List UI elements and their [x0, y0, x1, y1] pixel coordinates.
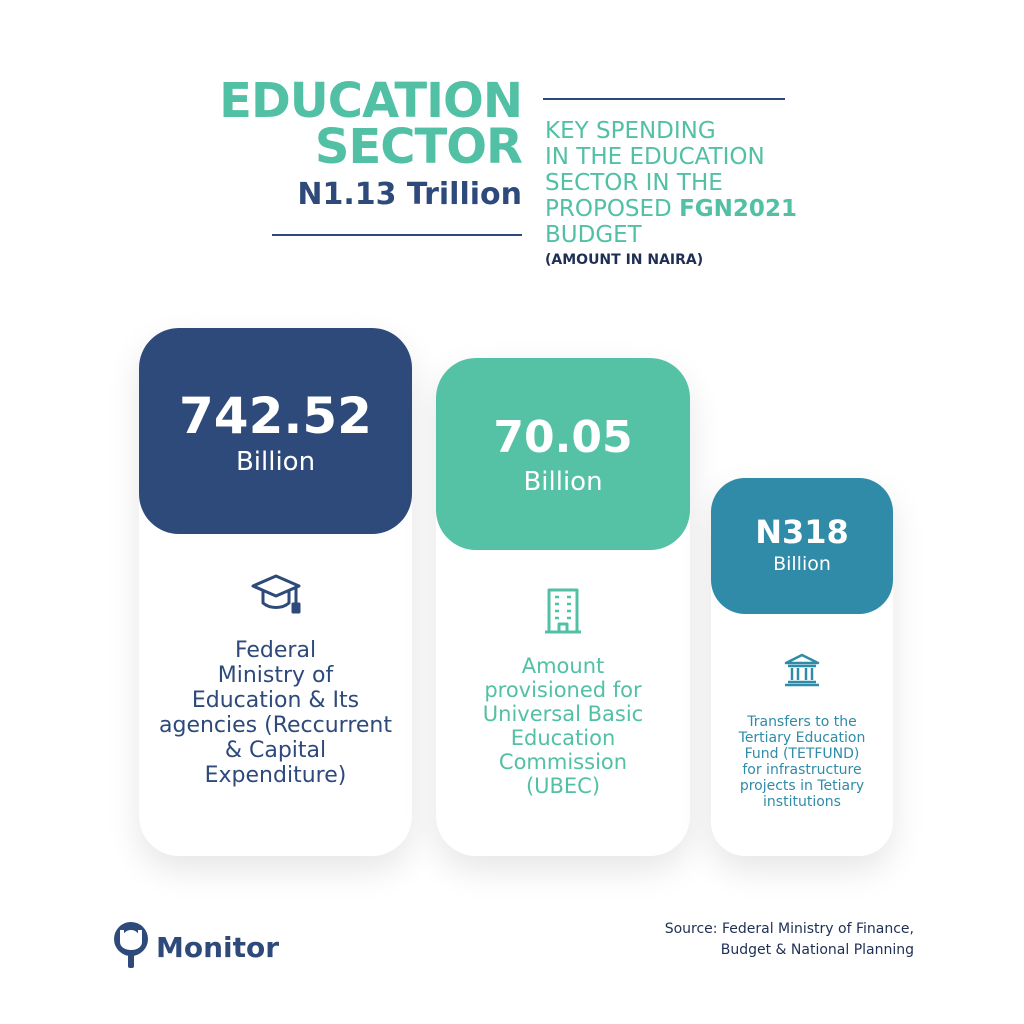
page-title-line-1: EDUCATION [219, 73, 522, 129]
card-description [436, 654, 690, 798]
card-description-line: Commission [498, 750, 628, 774]
subtitle-line-4 [545, 196, 845, 222]
institution-icon [782, 652, 822, 692]
subtitle-line-4-text: PROPOSED [545, 196, 680, 222]
divider-left [272, 234, 522, 236]
card-header [436, 358, 690, 550]
card-description [139, 638, 412, 788]
card-description [711, 714, 893, 810]
card-amount: 70.05 [493, 412, 633, 463]
card-tetfund [711, 478, 893, 856]
card-header [139, 328, 412, 534]
card-description-line: & Capital [224, 738, 327, 763]
logo-text: Monitor [156, 930, 280, 964]
source-note [574, 919, 914, 961]
card-description-line: Tertiary Education [738, 730, 866, 746]
subtitle-line-5: BUDGET [545, 222, 642, 248]
card-ubec [436, 358, 690, 856]
divider-right [543, 98, 785, 100]
monitor-logo [110, 920, 279, 974]
card-description-line: for infrastructure [742, 762, 862, 778]
card-description-line: (UBEC) [525, 774, 601, 798]
subtitle-line-3: SECTOR IN THE [545, 170, 723, 196]
card-description-line: Universal Basic [482, 702, 644, 726]
card-description-line: Fund (TETFUND) [744, 746, 860, 762]
source-line-2: Budget & National Planning [720, 942, 914, 958]
card-description-line: Education & Its [191, 688, 360, 713]
card-description-line: provisioned for [484, 678, 642, 702]
card-header [711, 478, 893, 614]
card-ministry-of-education [139, 328, 412, 856]
card-unit: Billion [773, 553, 831, 575]
card-description-line: Amount [521, 654, 605, 678]
amount-unit-note: (AMOUNT IN NAIRA) [545, 252, 704, 268]
card-description-line: institutions [763, 794, 841, 810]
card-description-line: Education [510, 726, 616, 750]
card-unit: Billion [235, 447, 316, 477]
subtitle-budget-name: FGN2021 [679, 196, 797, 222]
card-amount: N318 [755, 513, 849, 551]
magnifier-logo-icon [110, 920, 152, 974]
card-unit: Billion [523, 467, 603, 497]
subtitle-line-1: KEY SPENDING [545, 118, 716, 144]
card-description-line: Federal [234, 638, 317, 663]
card-description-line: Ministry of [217, 663, 334, 688]
source-line-1: Source: Federal Ministry of Finance, [664, 921, 914, 937]
subtitle-line-2: IN THE EDUCATION [545, 144, 765, 170]
card-amount: 742.52 [179, 387, 372, 445]
subtitle [545, 118, 845, 248]
card-description-line: projects in Tetiary [739, 778, 865, 794]
card-description-line: Transfers to the [747, 714, 857, 730]
graduation-cap-icon [250, 572, 302, 620]
sector-total: N1.13 Trillion [297, 177, 522, 212]
building-icon [543, 586, 583, 640]
title-block [200, 73, 522, 216]
card-description-line: agencies (Reccurrent [159, 713, 392, 738]
page-title-line-2: SECTOR [314, 119, 522, 175]
card-description-line: Expenditure) [204, 763, 347, 788]
